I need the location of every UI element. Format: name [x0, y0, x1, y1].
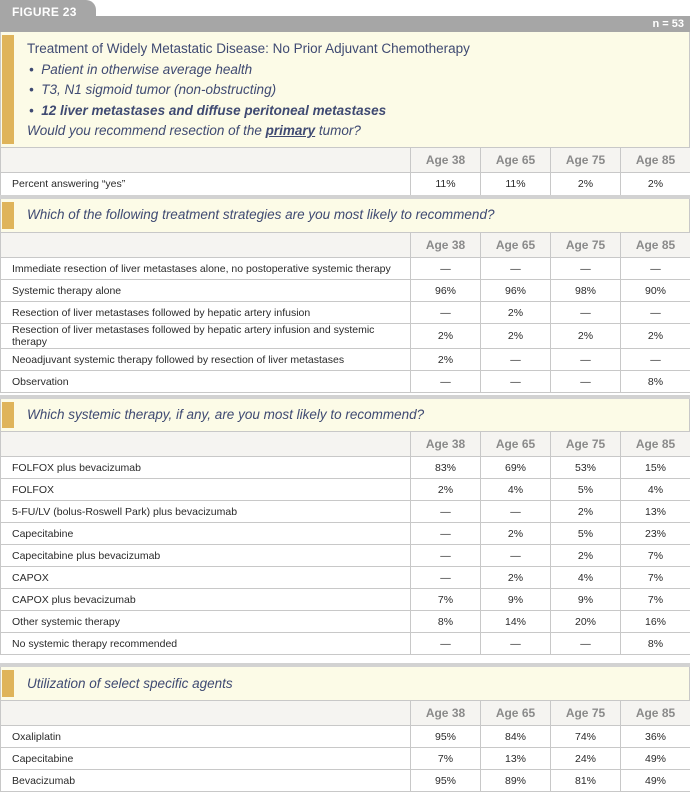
cell-value: — [411, 633, 481, 655]
cell-value: 2% [481, 523, 551, 545]
cell-value: 81% [551, 770, 621, 792]
row-label: Resection of liver metastases followed by hepatic artery infusion [1, 302, 411, 324]
row-label: Observation [1, 371, 411, 393]
cell-value: 53% [551, 457, 621, 479]
cell-value: 83% [411, 457, 481, 479]
age-header: Age 65 [481, 233, 551, 258]
table-row [1, 523, 690, 545]
cell-value: 2% [621, 173, 690, 196]
table-body [1, 726, 690, 792]
cell-value: 2% [481, 324, 551, 349]
cell-value: 2% [481, 567, 551, 589]
cell-value: 2% [621, 324, 690, 349]
cell-value: 2% [551, 545, 621, 567]
cell-value: 2% [551, 501, 621, 523]
cell-value: 84% [481, 726, 551, 748]
table-row [1, 545, 690, 567]
cell-value: 7% [621, 567, 690, 589]
cell-value: 89% [481, 770, 551, 792]
cell-value: — [551, 371, 621, 393]
cell-value: 2% [411, 349, 481, 371]
age-header: Age 85 [621, 701, 690, 726]
cell-value: — [551, 258, 621, 280]
cell-value: 2% [551, 324, 621, 349]
cell-value: — [621, 349, 690, 371]
cell-value: 2% [481, 302, 551, 324]
cell-value: 16% [621, 611, 690, 633]
age-header: Age 38 [411, 233, 481, 258]
table-header-row [1, 701, 690, 726]
cell-value: — [551, 302, 621, 324]
cell-value: 7% [411, 748, 481, 770]
cell-value: 2% [551, 173, 621, 196]
question-specific-agents: Utilization of select specific agents [27, 676, 233, 691]
sample-size-label: n = 53 [652, 18, 684, 30]
age-header: Age 65 [481, 148, 551, 173]
row-label: CAPOX plus bevacizumab [1, 589, 411, 611]
age-header: Age 75 [551, 432, 621, 457]
table-header-row [1, 148, 690, 173]
cell-value: — [551, 349, 621, 371]
cell-value: 15% [621, 457, 690, 479]
table-specific-agents [0, 700, 690, 792]
cell-value: 14% [481, 611, 551, 633]
cell-value: — [481, 349, 551, 371]
cell-value: 5% [551, 479, 621, 501]
cell-value: — [411, 371, 481, 393]
question-treatment-strategy: Which of the following treatment strategies are you most likely to recommend? [27, 207, 495, 222]
table-row [1, 324, 690, 349]
table-body [1, 457, 690, 655]
cell-value: 11% [481, 173, 551, 196]
row-label: Systemic therapy alone [1, 280, 411, 302]
cell-value: 13% [481, 748, 551, 770]
table-row [1, 302, 690, 324]
cell-value: 36% [621, 726, 690, 748]
row-label: CAPOX [1, 567, 411, 589]
cell-value: — [551, 633, 621, 655]
cell-value: 9% [551, 589, 621, 611]
accent-stripe [2, 402, 14, 428]
cell-value: — [411, 501, 481, 523]
table-treatment-strategies [0, 232, 690, 393]
age-header: Age 65 [481, 432, 551, 457]
cell-value: 2% [411, 479, 481, 501]
cell-value: 4% [481, 479, 551, 501]
cell-value: 20% [551, 611, 621, 633]
cell-value: 74% [551, 726, 621, 748]
case-bullet: • 12 liver metastases and diffuse peritoneal metastases [29, 103, 387, 118]
cell-value: 23% [621, 523, 690, 545]
cell-value: 95% [411, 726, 481, 748]
figure-label: FIGURE 23 [0, 0, 96, 22]
cell-value: 5% [551, 523, 621, 545]
question-box [0, 199, 690, 232]
age-header: Age 75 [551, 701, 621, 726]
row-label: Resection of liver metastases followed by hepatic artery infusion and systemic therapy [1, 324, 411, 349]
age-header: Age 38 [411, 432, 481, 457]
row-label: Capecitabine [1, 748, 411, 770]
age-header: Age 85 [621, 432, 690, 457]
row-label: Oxaliplatin [1, 726, 411, 748]
table-row [1, 633, 690, 655]
accent-stripe [2, 670, 14, 697]
cell-value: 49% [621, 770, 690, 792]
row-label: No systemic therapy recommended [1, 633, 411, 655]
row-label: Bevacizumab [1, 770, 411, 792]
table-resection-yes [0, 147, 690, 196]
table-row [1, 173, 690, 196]
accent-stripe [2, 35, 14, 144]
cell-value: 13% [621, 501, 690, 523]
age-header: Age 38 [411, 148, 481, 173]
cell-value: 7% [621, 589, 690, 611]
question-systemic-therapy: Which systemic therapy, if any, are you most likely to recommend? [27, 407, 425, 422]
table-row [1, 726, 690, 748]
cell-value: 4% [551, 567, 621, 589]
table-row [1, 770, 690, 792]
row-label: Neoadjuvant systemic therapy followed by resection of liver metastases [1, 349, 411, 371]
age-header: Age 65 [481, 701, 551, 726]
cell-value: — [481, 501, 551, 523]
case-bullet: • Patient in otherwise average health [29, 62, 253, 77]
age-header: Age 38 [411, 701, 481, 726]
cell-value: 7% [621, 545, 690, 567]
table-row [1, 349, 690, 371]
row-label: Capecitabine [1, 523, 411, 545]
table-row [1, 748, 690, 770]
table-row [1, 457, 690, 479]
cell-value: — [481, 258, 551, 280]
table-systemic-therapy [0, 431, 690, 655]
question-resection-primary: Would you recommend resection of the primary tumor? [27, 123, 361, 138]
cell-value: 7% [411, 589, 481, 611]
cell-value: 69% [481, 457, 551, 479]
row-label: FOLFOX [1, 479, 411, 501]
case-title: Treatment of Widely Metastatic Disease: No Prior Adjuvant Chemotherapy [27, 41, 470, 56]
table-row [1, 258, 690, 280]
row-label: FOLFOX plus bevacizumab [1, 457, 411, 479]
cell-value: 4% [621, 479, 690, 501]
cell-value: 11% [411, 173, 481, 196]
table-row [1, 371, 690, 393]
table-row [1, 589, 690, 611]
cell-value: — [411, 302, 481, 324]
cell-value: — [411, 258, 481, 280]
cell-value: — [411, 523, 481, 545]
table-header-row [1, 233, 690, 258]
age-header: Age 75 [551, 233, 621, 258]
cell-value: 2% [411, 324, 481, 349]
table-body [1, 258, 690, 393]
cell-value: 98% [551, 280, 621, 302]
age-header: Age 75 [551, 148, 621, 173]
row-label: Other systemic therapy [1, 611, 411, 633]
figure-header-bar [0, 16, 690, 32]
cell-value: 95% [411, 770, 481, 792]
row-label: 5-FU/LV (bolus-Roswell Park) plus bevacizumab [1, 501, 411, 523]
cell-value: 49% [621, 748, 690, 770]
cell-value: — [481, 371, 551, 393]
cell-value: — [481, 545, 551, 567]
cell-value: 9% [481, 589, 551, 611]
cell-value: 96% [411, 280, 481, 302]
age-header: Age 85 [621, 233, 690, 258]
cell-value: — [411, 567, 481, 589]
cell-value: 90% [621, 280, 690, 302]
cell-value: — [621, 258, 690, 280]
table-row [1, 280, 690, 302]
cell-value: — [481, 633, 551, 655]
accent-stripe [2, 202, 14, 229]
cell-value: 24% [551, 748, 621, 770]
question-box [0, 667, 690, 700]
cell-value: 8% [621, 371, 690, 393]
table-header-row [1, 432, 690, 457]
table-row [1, 479, 690, 501]
row-label: Percent answering “yes” [1, 173, 411, 196]
table-row [1, 567, 690, 589]
row-label: Capecitabine plus bevacizumab [1, 545, 411, 567]
cell-value: 8% [621, 633, 690, 655]
cell-value: — [411, 545, 481, 567]
cell-value: 8% [411, 611, 481, 633]
question-box [0, 399, 690, 431]
row-label: Immediate resection of liver metastases alone, no postoperative systemic therapy [1, 258, 411, 280]
table-row [1, 611, 690, 633]
case-bullet: • T3, N1 sigmoid tumor (non-obstructing) [29, 82, 277, 97]
age-header: Age 85 [621, 148, 690, 173]
cell-value: 96% [481, 280, 551, 302]
table-row [1, 501, 690, 523]
case-description-box [0, 32, 690, 147]
cell-value: — [621, 302, 690, 324]
